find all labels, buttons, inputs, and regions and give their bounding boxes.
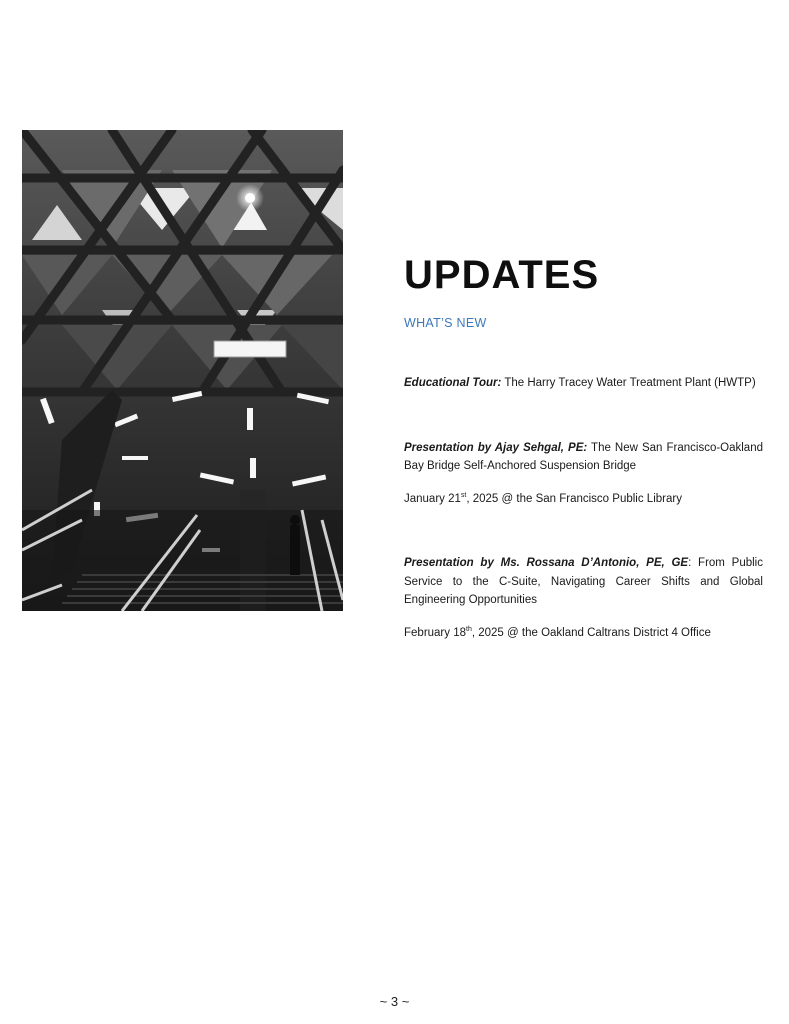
item-text: : From Public Service to the C-Suite, Navigating Career Shifts and Global Engineering Opportunities <box>404 557 763 606</box>
date-location: , 2025 @ the San Francisco Public Library <box>466 492 682 505</box>
event-date-dantonio <box>404 624 763 643</box>
date-text: January 21 <box>404 492 461 505</box>
item-text: The New San Francisco-Oakland Bay Bridge Self-Anchored Suspension Bridge <box>404 441 763 472</box>
item-lead: Educational Tour: <box>404 377 502 389</box>
item-text: The Harry Tracey Water Treatment Plant (HWTP) <box>501 377 756 389</box>
update-item-presentation-dantonio <box>404 554 763 610</box>
event-date-sehgal <box>404 490 763 509</box>
section-subtitle: WHAT’S NEW <box>404 316 487 330</box>
date-suffix: th <box>466 625 472 633</box>
date-location: , 2025 @ the Oakland Caltrans District 4 Office <box>471 626 711 639</box>
architecture-photo <box>22 130 343 611</box>
page-number: ~ 3 ~ <box>379 994 410 1009</box>
item-lead: Presentation by Ms. Rossana D’Antonio, PE, GE <box>404 557 689 569</box>
update-item-tour <box>404 374 763 393</box>
concrete-space-frame-image <box>22 130 343 611</box>
page-title: UPDATES <box>404 253 600 297</box>
updates-section <box>404 248 763 642</box>
item-lead: Presentation by Ajay Sehgal, PE: <box>404 441 588 454</box>
date-suffix: st <box>460 491 467 499</box>
update-item-presentation-sehgal <box>404 439 763 476</box>
date-text: February 18 <box>404 626 467 639</box>
